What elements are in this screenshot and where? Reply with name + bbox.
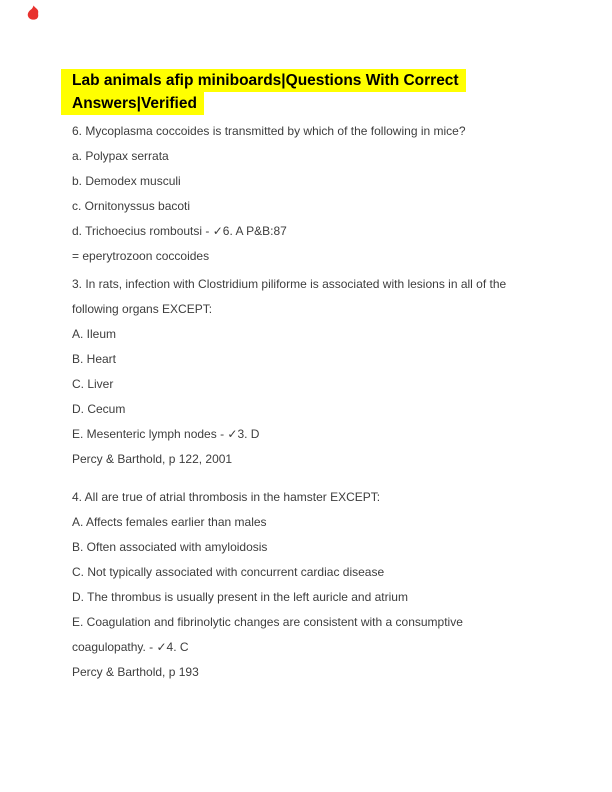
question-text: 3. In rats, infection with Clostridium piliforme is associated with lesions in all of the — [72, 277, 507, 291]
reference-citation: Percy & Barthold, p 193 — [72, 665, 199, 679]
question-text: 6. Mycoplasma coccoides is transmitted by which of the following in mice? — [72, 124, 466, 138]
answer-option-with-correct-answer: coagulopathy. - ✓4. C — [72, 640, 189, 654]
question-block-6 — [61, 125, 581, 263]
answer-option: C. Not typically associated with concurrent cardiac disease — [72, 565, 385, 579]
question-text: 4. All are true of atrial thrombosis in the hamster EXCEPT: — [72, 490, 381, 504]
question-block-4 — [61, 491, 581, 679]
answer-option: D. Cecum — [72, 402, 126, 416]
document-title — [61, 69, 581, 115]
question-text-continued: following organs EXCEPT: — [72, 302, 213, 316]
document-body — [61, 125, 581, 679]
answer-option: E. Coagulation and fibrinolytic changes are consistent with a consumptive — [72, 615, 463, 629]
title-line-1: Lab animals afip miniboards|Questions With Correct — [61, 69, 466, 92]
answer-option: A. Ileum — [72, 327, 117, 341]
answer-option: B. Heart — [72, 352, 117, 366]
red-flame-icon — [26, 5, 41, 21]
answer-option: B. Often associated with amyloidosis — [72, 540, 268, 554]
reference-citation: Percy & Barthold, p 122, 2001 — [72, 452, 233, 466]
title-line-2: Answers|Verified — [61, 92, 204, 115]
answer-option: C. Liver — [72, 377, 114, 391]
answer-option-with-correct-answer: d. Trichoecius romboutsi - ✓6. A P&B:87 — [72, 224, 287, 238]
answer-option: b. Demodex musculi — [72, 174, 181, 188]
answer-option: c. Ornitonyssus bacoti — [72, 199, 191, 213]
answer-option-with-correct-answer: E. Mesenteric lymph nodes - ✓3. D — [72, 427, 260, 441]
answer-option: D. The thrombus is usually present in the left auricle and atrium — [72, 590, 408, 604]
answer-note: = eperytrozoon coccoides — [72, 249, 210, 263]
document-content — [61, 69, 581, 691]
answer-option: A. Affects females earlier than males — [72, 515, 267, 529]
answer-option: a. Polypax serrata — [72, 149, 169, 163]
question-block-3 — [61, 278, 581, 466]
